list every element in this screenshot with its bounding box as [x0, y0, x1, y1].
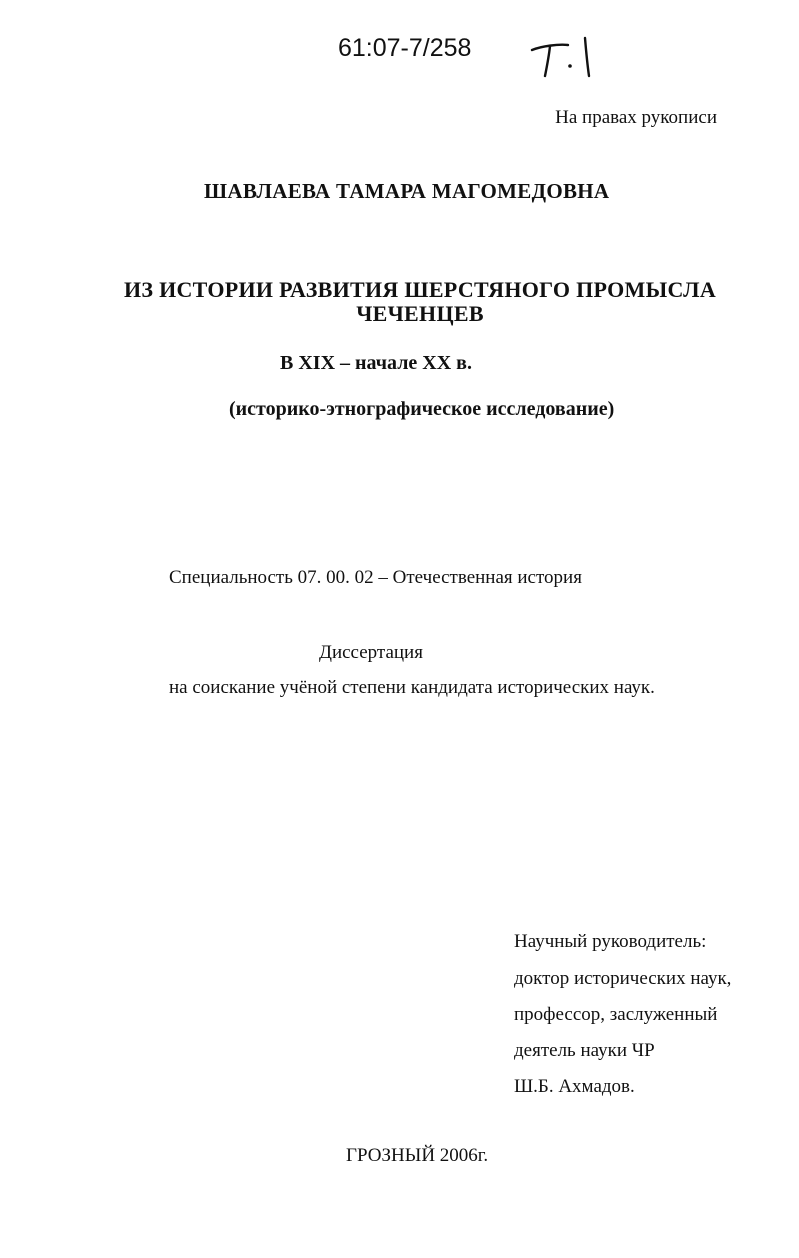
specialty: Специальность 07. 00. 02 – Отечественная история: [169, 567, 582, 588]
supervisor-line: Научный руководитель:: [514, 931, 707, 952]
supervisor-line: доктор исторических наук,: [514, 968, 732, 989]
period: В XIX – начале XX в.: [280, 352, 472, 374]
supervisor-line: профессор, заслуженный: [514, 1004, 718, 1025]
title-line-2: ЧЕЧЕНЦЕВ: [356, 301, 484, 326]
degree: на соискание учёной степени кандидата исторических наук.: [169, 677, 655, 698]
study-type: (историко-этнографическое исследование): [229, 398, 615, 420]
city-year: ГРОЗНЫЙ 2006г.: [346, 1145, 489, 1166]
handwritten-mark: [528, 36, 598, 82]
title-line-1: ИЗ ИСТОРИИ РАЗВИТИЯ ШЕРСТЯНОГО ПРОМЫСЛА: [123, 277, 717, 302]
author-name: ШАВЛАЕВА ТАМАРА МАГОМЕДОВНА: [204, 179, 610, 203]
supervisor-line: деятель науки ЧР: [514, 1040, 655, 1061]
rights-note: На правах рукописи: [555, 107, 717, 128]
doc-type: Диссертация: [319, 642, 423, 663]
catalog-number: 61:07-7/258: [338, 34, 472, 62]
supervisor-line: Ш.Б. Ахмадов.: [514, 1076, 635, 1097]
